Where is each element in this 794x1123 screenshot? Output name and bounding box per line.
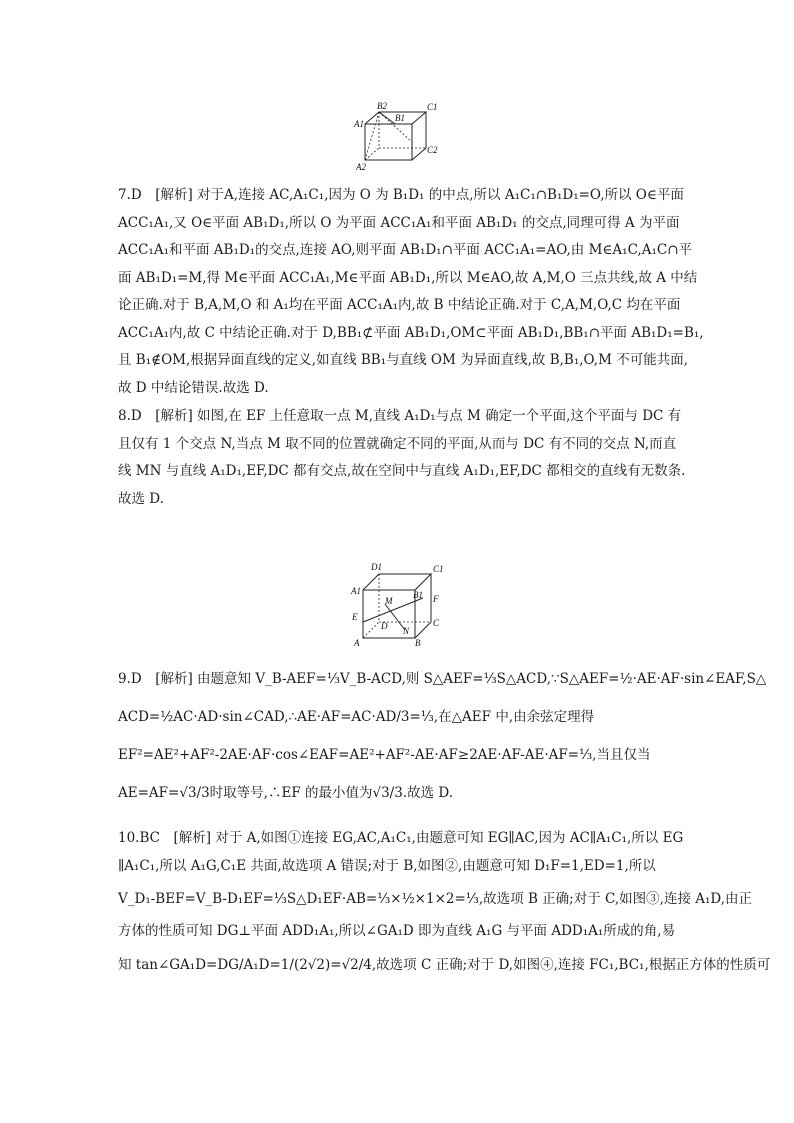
answer-8-line: 8.D [解析] 如图,在 EF 上任意取一点 M,直线 A₁D₁与点 M 确定一个平面,这个平面与 DC 有 xyxy=(118,408,682,424)
fig2-label-e: E xyxy=(352,612,358,622)
figure-2-svg xyxy=(345,560,455,648)
answer-7-line: ACC₁A₁和平面 AB₁D₁的交点,连接 AO,则平面 AB₁D₁∩平面 ACC₁A₁=AO,由 M∈A₁C,A₁C∩平 xyxy=(118,242,693,258)
answer-10-line: 方体的性质可知 DG⊥平面 ADD₁A₁,所以∠GA₁D 即为直线 A₁G 与平面 ADD₁A₁所成的角,易 xyxy=(118,923,676,939)
fig1-label-c1: C1 xyxy=(427,102,438,112)
answer-9-line: 9.D [解析] 由题意知 V_B-AEF=⅓V_B-ACD,则 S△AEF=⅓S△ACD,∵S△AEF=½·AE·AF·sin∠EAF,S△ xyxy=(118,671,767,687)
fig2-label-a: A xyxy=(354,638,360,648)
figure-2-cube xyxy=(345,560,455,648)
answer-8 xyxy=(118,403,686,513)
answer-10-line: V_D₁-BEF=V_B-D₁EF=⅓S△D₁EF·AB=⅓×½×1×2=⅓,故选项 B 正确;对于 C,如图③,连接 A₁D,由正 xyxy=(118,891,753,907)
answer-8-line: 且仅有 1 个交点 N,当点 M 取不同的位置就确定不同的平面,从而与 DC 有不同的交点 N,而直 xyxy=(118,435,677,452)
fig2-label-c: C xyxy=(433,618,440,628)
answer-7-line: 面 AB₁D₁=M,得 M∈平面 ACC₁A₁,M∈平面 AB₁D₁,所以 M∈AO,故 A,M,O 三点共线,故 A 中结 xyxy=(118,269,698,286)
fig1-label-a1: A1 xyxy=(354,119,364,129)
fig2-label-f: F xyxy=(433,594,439,604)
answer-9-line: EF²=AE²+AF²-2AE·AF·cos∠EAF=AE²+AF²-AE·AF≥2AE·AF-AE·AF=⅓,当且仅当 xyxy=(118,747,651,763)
figure-1-cube xyxy=(350,98,450,178)
fig2-label-m: M xyxy=(385,596,393,606)
answer-9 xyxy=(118,660,767,812)
fig2-label-n: N xyxy=(403,626,410,636)
answer-7-line: 且 B₁∉OM,根据异面直线的定义,如直线 BB₁与直线 OM 为异面直线,故 B,B₁,O,M 不可能共面, xyxy=(118,352,688,368)
fig2-label-b: B xyxy=(415,638,421,648)
answer-10 xyxy=(118,825,771,984)
figure-1-svg xyxy=(350,98,450,178)
fig1-label-c2: C2 xyxy=(427,145,438,155)
answer-10-line: 10.BC [解析] 对于 A,如图①连接 EG,AC,A₁C₁,由题意可知 EG∥AC,因为 AC∥A₁C₁,所以 EG xyxy=(118,830,684,846)
answer-10-line: ∥A₁C₁,所以 A₁G,C₁E 共面,故选项 A 错误;对于 B,如图②,由题意可知 D₁F=1,ED=1,所以 xyxy=(118,857,656,874)
fig2-label-d: D xyxy=(381,621,388,631)
fig1-label-a2: A2 xyxy=(356,162,366,172)
fig2-label-c1: C1 xyxy=(433,564,444,574)
answer-9-line: AE=AF=√3/3时取等号,∴EF 的最小值为√3/3.故选 D. xyxy=(118,785,454,801)
answer-7-line: 7.D [解析] 对于A,连接 AC,A₁C₁,因为 O 为 B₁D₁ 的中点,所以 A₁C₁∩B₁D₁=O,所以 O∈平面 xyxy=(118,187,684,203)
answer-10-line: 知 tan∠GA₁D=DG/A₁D=1/(2√2)=√2/4,故选项 C 正确;对于 D,如图④,连接 FC₁,BC₁,根据正方体的性质可 xyxy=(118,956,771,973)
answer-8-line: 线 MN 与直线 A₁D₁,EF,DC 都有交点,故在空间中与直线 A₁D₁,EF,DC 都相交的直线有无数条. xyxy=(118,463,686,479)
answer-7-line: 故 D 中结论错误.故选 D. xyxy=(118,379,269,396)
answer-9-line: ACD=½AC·AD·sin∠CAD,∴AE·AF=AC·AD/3=⅓,在△AEF 中,由余弦定理得 xyxy=(118,709,595,725)
answer-8-line: 故选 D. xyxy=(118,490,164,507)
answer-7-line: ACC₁A₁,又 O∈平面 AB₁D₁,所以 O 为平面 ACC₁A₁和平面 AB₁D₁ 的交点,同理可得 A 为平面 xyxy=(118,214,680,231)
answer-7 xyxy=(118,182,704,402)
fig1-label-b1: B1 xyxy=(395,113,405,123)
answer-7-line: ACC₁A₁内,故 C 中结论正确.对于 D,BB₁⊄平面 AB₁D₁,OM⊂平面 AB₁D₁,BB₁∩平面 AB₁D₁=B₁, xyxy=(118,324,704,341)
fig2-label-d1: D1 xyxy=(371,562,382,572)
fig1-label-b2: B2 xyxy=(377,101,387,111)
fig2-label-a1: A1 xyxy=(351,586,361,596)
fig2-label-b1: B1 xyxy=(413,590,423,600)
answer-7-line: 论正确.对于 B,A,M,O 和 A₁均在平面 ACC₁A₁内,故 B 中结论正确.对于 C,A,M,O,C 均在平面 xyxy=(118,297,681,313)
